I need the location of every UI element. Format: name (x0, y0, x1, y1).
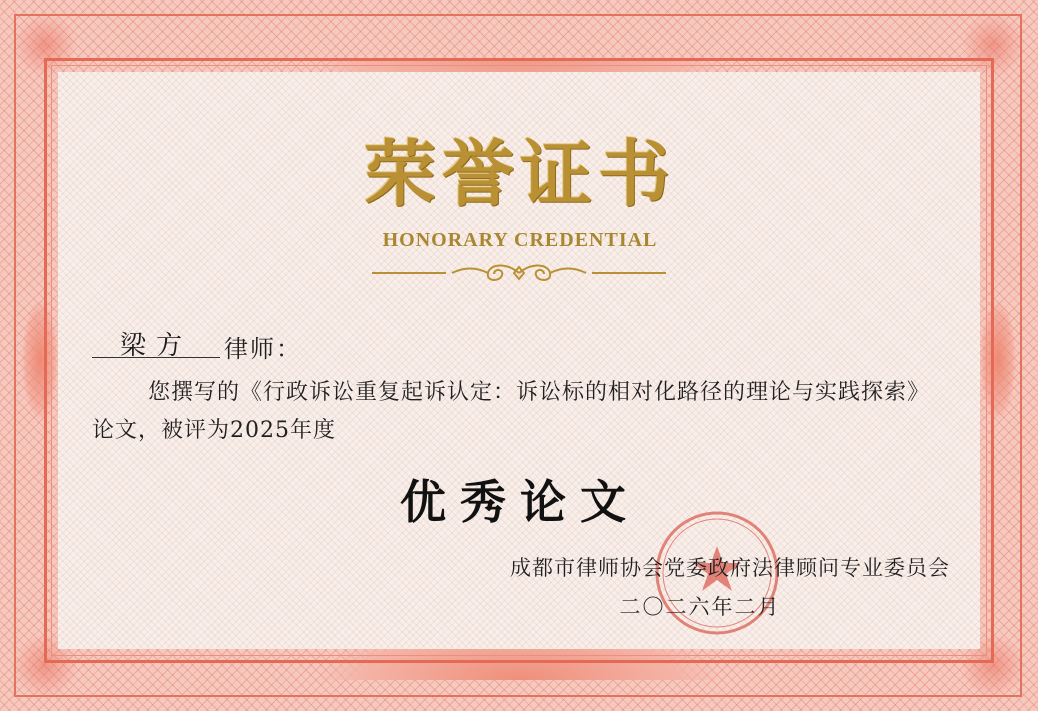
gold-flourish-icon (444, 262, 594, 284)
recipient-title: 律师： (224, 335, 302, 363)
certificate-subtitle: HONORARY CREDENTIAL (382, 229, 658, 251)
issuing-organization: 成都市律师协会党委政府法律顾问专业委员会 (510, 556, 950, 580)
gold-rule-right (592, 272, 666, 274)
recipient-name: 梁方 (92, 325, 220, 358)
award-title: 优秀论文 (400, 475, 640, 529)
certificate-body: 您撰写的《行政诉讼重复起诉认定：诉讼标的相对化路径的理论与实践探索》论文，被评为2025年度 (92, 380, 931, 443)
issue-date: 二〇二六年二月 (619, 595, 781, 619)
gold-rule-left (372, 272, 446, 274)
certificate-title: 荣誉证书 (363, 131, 676, 216)
